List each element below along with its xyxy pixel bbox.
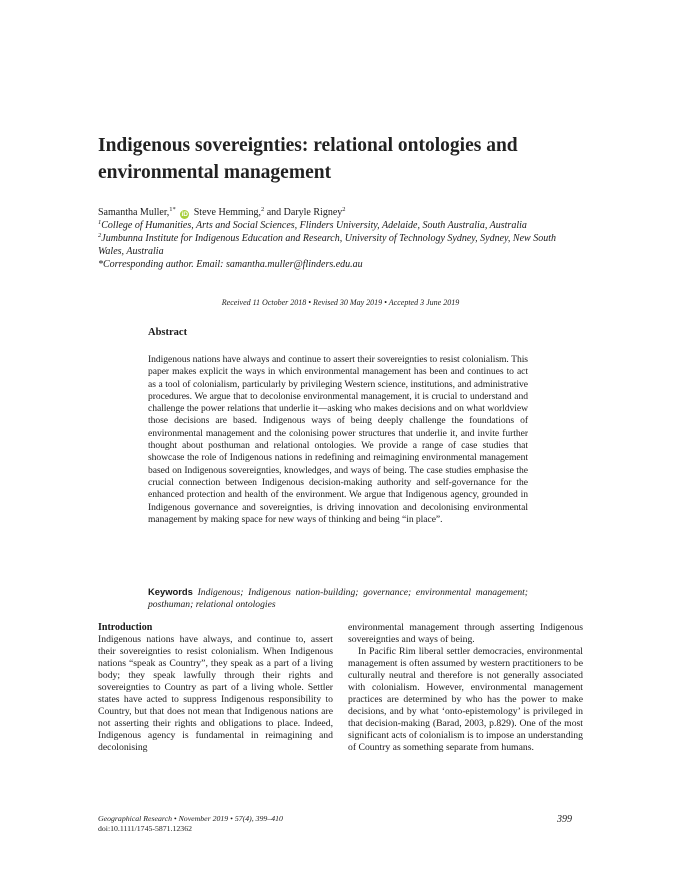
author-hemming: Steve Hemming, [193,207,261,218]
body-column-left [98,622,333,754]
abstract [148,327,528,526]
body-column-right [348,622,583,754]
received-dates: Received 11 October 2018 • Revised 30 May 2019 • Accepted 3 June 2019 [221,298,460,307]
introduction-heading: Introduction [98,622,153,633]
corresponding-author[interactable]: *Corresponding author. Email: samantha.muller@flinders.edu.au [98,259,363,270]
introduction-paragraph-2: In Pacific Rim liberal settler democracies, environmental management is often assumed by western practitioners to be culturally neutral and therefore is not generally associated with colonialism. However, environmental management practices are determined by who has the power to make decisions, and by what ‘onto-epistemology’ is privileged in that decision-making (Barad, 2003, p.829). One of the most significant acts of colonialism is to impose an understanding of Country as something separate from humans. [348,646,583,753]
introduction-paragraph-1-continued: environmental management through asserting Indigenous sovereignties and ways of being. [348,622,583,645]
keywords-label: Keywords [148,586,193,597]
author-list: Samantha Muller,$^{1*}$ iD Steve Hemming,$^2$ and Daryle Rigney$^2$ [98,206,346,218]
keywords [148,586,528,612]
keywords-text: Indigenous; Indigenous nation-building; governance; environmental management; posthuman; relational ontologies [148,587,528,611]
page-number: 399 [557,814,572,825]
abstract-text: Indigenous nations have always and continue to assert their sovereignties to resist colonialism. This paper makes explicit the ways in which environmental management has been and continues to act as a tool of colonialism, particularly by privileging Western science, institutions, and administrative procedures. We argue that to decolonise environmental management, it is crucial to understand and challenge the power relations that underlie it—asking who makes decisions and on what worldview those decisions are based. Indigenous ways of being deeply challenge the foundations of environmental management and the colonising power structures that underlie it, and invite further thought about posthuman and relational ontologies. We provide a range of case studies that showcase the role of Indigenous nations in redefining and reimagining environmental management based on Indigenous sovereignties, knowledges, and ways of being. The case studies emphasise the crucial connection between Indigenous decision-making authority and self-governance for the enhanced protection and health of the environment. We argue that Indigenous agency, grounded in Indigenous governance and sovereignties, is driving innovation and decolonising environmental management by making space for new ways of thinking and being “in place”. [148,354,528,525]
affiliation-1: $^1$College of Humanities, Arts and Social Sciences, Flinders University, Adelaide, South Australia, Australia [98,219,527,231]
author-block [98,206,583,271]
paper-title: Indigenous sovereignties: relational ontologies and environmental management [98,135,518,183]
page-footer [98,814,283,833]
affiliation-2: $^2$Jumbunna Institute for Indigenous Education and Research, University of Technology Sydney, Sydney, New South Wales, Australia [98,232,556,257]
journal-citation: Geographical Research • November 2019 • 57(4), 399–410 [98,814,283,823]
abstract-heading: Abstract [148,327,188,338]
introduction-paragraph-1: Indigenous nations have always, and continue to, assert their sovereignties to resist colonialism. When Indigenous nations “speak as Country”, they speak as a part of a living body; they speak lawfully through their rights and sovereignties to Country as part of a living whole. Settler states have acted to suppress Indigenous responsibility to Country, but that does not mean that Indigenous nations are not asserting their rights and obligations to place. Indeed, Indigenous agency is fundamental in reimagining and decolonising [98,634,333,753]
author-muller: Samantha Muller, [98,207,170,218]
doi-link[interactable]: doi:10.1111/1745-5871.12362 [98,823,192,833]
author-rigney: and Daryle Rigney [266,207,343,218]
orcid-icon[interactable]: iD [181,211,188,218]
